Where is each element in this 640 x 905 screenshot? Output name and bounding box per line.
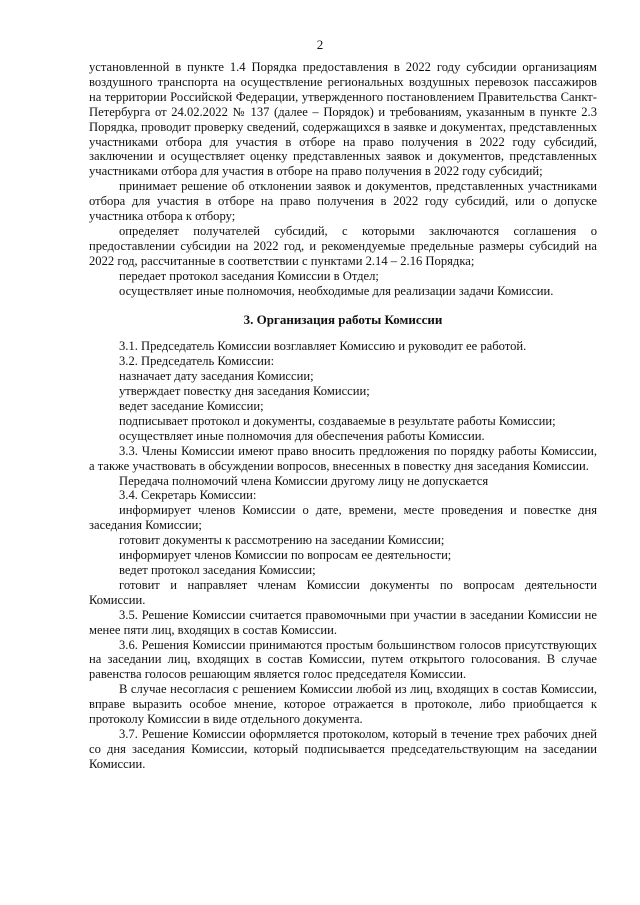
paragraph-a2: определяет получателей субсидий, с которыми заключаются соглашения о предоставлении субсидии на 2022 год, и рекомендуемые предельные размеры субсидий на 2022 год, рассчитанные в соответствии с пунктами 2.14 – 2.16 Порядка;: [89, 223, 597, 268]
paragraph-b0: 3.1. Председатель Комиссии возглавляет Комиссию и руководит ее работой.: [119, 339, 527, 354]
paragraph-b10: информирует членов Комиссии о дате, времени, месте проведения и повестке дня заседания Комиссии;: [89, 503, 597, 533]
paragraph-b13: ведет протокол заседания Комиссии;: [119, 563, 316, 577]
paragraph-a3: передает протокол заседания Комиссии в Отдел;: [119, 268, 379, 283]
paragraph-b17: В случае несогласия с решением Комиссии любой из лиц, входящих в состав Комиссии, вправе выразить особое мнение, которое отражается в протоколе, либо приобщается к протоколу Комиссии в виде отдельного документа.: [89, 682, 597, 727]
paragraph-b4: ведет заседание Комиссии;: [119, 399, 264, 414]
paragraph-b11: готовит документы к рассмотрению на заседании Комиссии;: [119, 533, 445, 548]
document-body: [89, 60, 597, 772]
paragraph-a1: принимает решение об отклонении заявок и документов, представленных участниками отбора для участия в отборе на право получения в 2022 году субсидий, или о допуске участника отбора к отбору;: [89, 179, 597, 224]
paragraph-b3: утверждает повестку дня заседания Комиссии;: [119, 384, 370, 399]
section-heading: 3. Организация работы Комиссии: [243, 311, 443, 327]
paragraph-b12: информирует членов Комиссии по вопросам ее деятельности;: [119, 548, 452, 563]
page-number: 2: [316, 37, 324, 52]
paragraph-b7: 3.3. Члены Комиссии имеют право вносить предложения по порядку работы Комиссии, а также участвовать в обсуждении вопросов, внесенных в повестку дня заседания Комиссии.: [89, 443, 597, 473]
paragraph-b1: 3.2. Председатель Комиссии:: [119, 354, 275, 369]
paragraph-b15: 3.5. Решение Комиссии считается правомочными при участии в заседании Комиссии не менее пяти лиц, входящих в состав Комиссии.: [89, 607, 597, 637]
paragraph-b14: готовит и направляет членам Комиссии документы по вопросам деятельности Комиссии.: [89, 577, 597, 607]
paragraph-b16: 3.6. Решения Комиссии принимаются простым большинством голосов присутствующих на заседании лиц, входящих в состав Комиссии, путем открытого голосования. В случае равенства голосов решающим является голос председателя Комиссии.: [89, 637, 597, 682]
paragraph-a0: установленной в пункте 1.4 Порядка предоставления в 2022 году субсидии организациям воздушного транспорта на осуществление региональных воздушных перевозок пассажиров на территории Российской Федерации, утвержденного постановлением Правительства Санкт-Петербурга от 24.02.2022 № 137 (далее – Порядок) и требованиям, указанным в пункте 2.3 Порядка, проводит проверку сведений, содержащихся в заявке и документах, представленных участниками отбора для участия в отборе на право получения в 2022 году субсидий, заключении и осуществляет оценку представленных заявок и документов, представленных участниками отбора для участия в отборе на право получения в 2022 году субсидий;: [89, 60, 597, 179]
paragraph-b5: подписывает протокол и документы, создаваемые в результате работы Комиссии;: [119, 413, 556, 428]
paragraph-b18: 3.7. Решение Комиссии оформляется протоколом, который в течение трех рабочих дней со дня заседания Комиссии, который подписывается председательствующим на заседании Комиссии.: [89, 726, 597, 771]
paragraph-b6: осуществляет иные полномочия для обеспечения работы Комиссии.: [119, 428, 485, 443]
paragraph-b8: Передача полномочий члена Комиссии другому лицу не допускается: [119, 473, 489, 488]
paragraph-b2: назначает дату заседания Комиссии;: [119, 369, 314, 384]
paragraph-b9: 3.4. Секретарь Комиссии:: [119, 488, 257, 503]
paragraph-a4: осуществляет иные полномочия, необходимые для реализации задачи Комиссии.: [119, 283, 554, 298]
